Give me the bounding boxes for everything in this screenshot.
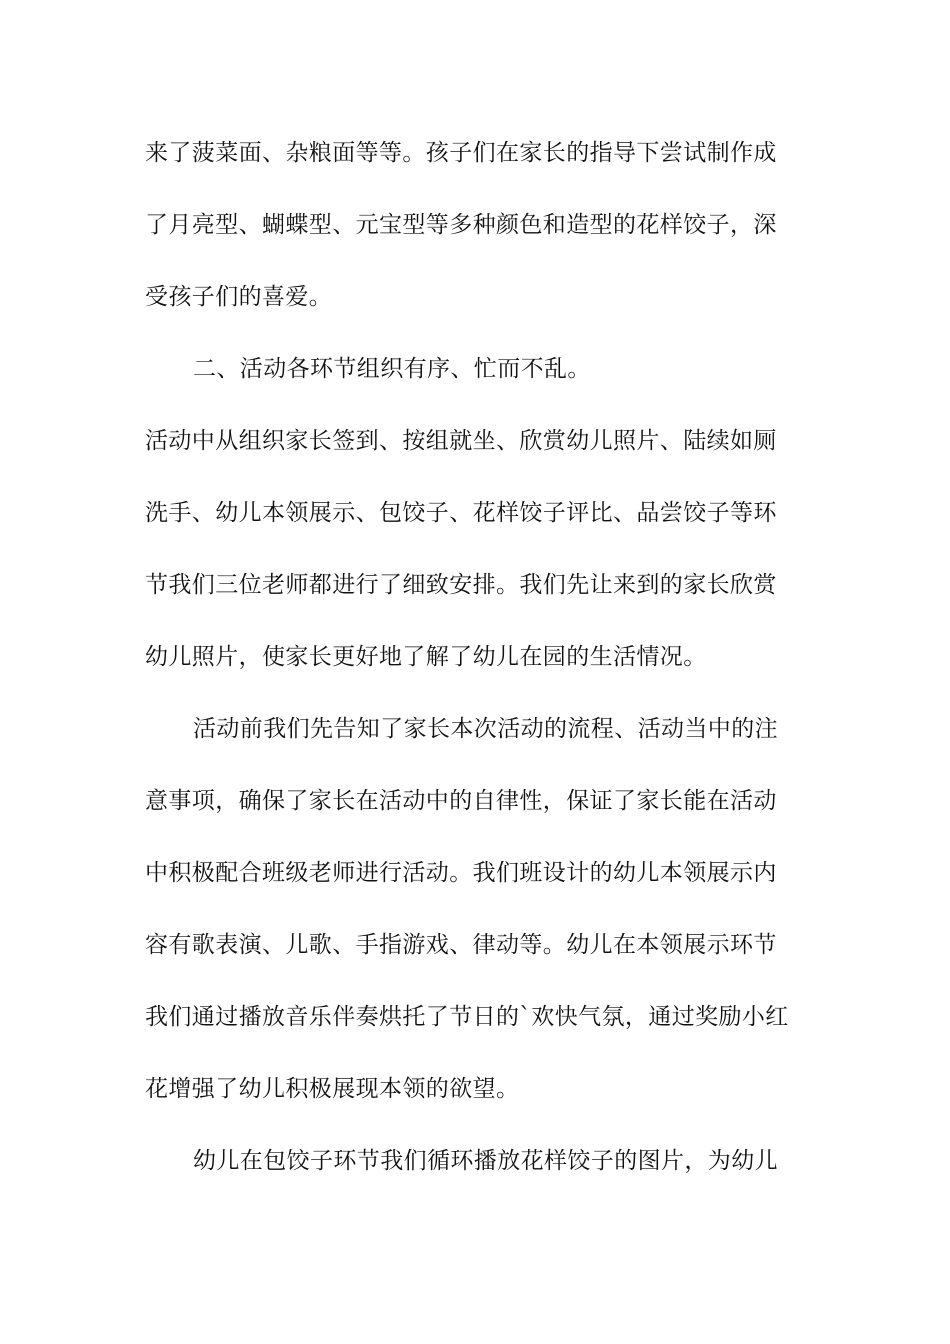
text-line: 洗手、幼儿本领展示、包饺子、花样饺子评比、品尝饺子等环 (145, 500, 777, 526)
text-line: 容有歌表演、儿歌、手指游戏、律动等。幼儿在本领展示环节 (145, 932, 777, 958)
text-line: 幼儿照片，使家长更好地了解了幼儿在园的生活情况。 (145, 644, 707, 670)
text-line: 来了菠菜面、杂粮面等等。孩子们在家长的指导下尝试制作成 (145, 140, 777, 166)
text-line: 活动中从组织家长签到、按组就坐、欣赏幼儿照片、陆续如厕 (145, 428, 777, 454)
text-line: 受孩子们的喜爱。 (145, 284, 333, 310)
text-line: 中积极配合班级老师进行活动。我们班设计的幼儿本领展示内 (145, 860, 777, 886)
text-line: 意事项，确保了家长在活动中的自律性，保证了家长能在活动 (145, 788, 777, 814)
text-line: 我们通过播放音乐伴奏烘托了节日的`欢快气氛，通过奖励小红 (145, 1004, 789, 1030)
section-heading: 二、活动各环节组织有序、忙而不乱。 (193, 356, 591, 382)
text-line: 了月亮型、蝴蝶型、元宝型等多种颜色和造型的花样饺子，深 (145, 212, 777, 238)
paragraph-first-line: 幼儿在包饺子环节我们循环播放花样饺子的图片，为幼儿 (193, 1148, 778, 1174)
text-line: 花增强了幼儿积极展现本领的欲望。 (145, 1076, 520, 1102)
paragraph-first-line: 活动前我们先告知了家长本次活动的流程、活动当中的注 (193, 716, 778, 742)
text-line: 节我们三位老师都进行了细致安排。我们先让来到的家长欣赏 (145, 572, 777, 598)
